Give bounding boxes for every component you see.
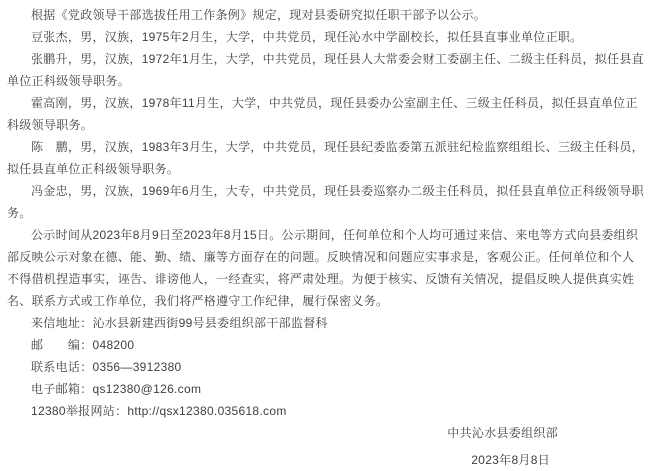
issuer-signature: 中共沁水县委组织部 xyxy=(447,426,558,440)
candidate-paragraph: 豆张杰，男，汉族，1975年2月生，大学，中共党员，现任沁水中学副校长，拟任县直事业单位正职。 xyxy=(31,30,583,44)
candidate-paragraph: 张鹏升，男，汉族，1972年1月生，大学，中共党员，现任县人大常委会财工委副主任、二级主任科员，拟任县直单位正科级领导职务。 xyxy=(7,52,644,88)
contact-website-line: 12380举报网站：http://qsx12380.035618.com xyxy=(31,404,287,418)
contact-phone-line: 联系电话：0356—3912380 xyxy=(31,360,182,374)
issue-date: 2023年8月8日 xyxy=(471,453,550,467)
notice-period-paragraph: 公示时间从2023年8月9日至2023年8月15日。公示期间，任何单位和个人均可通过来信、来电等方式向县委组织部反映公示对象在德、能、勤、绩、廉等方面存在的问题。反映情况和问题应实事求是，客观公正。任何单位和个人不得借机捏造事实，诬告、诽谤他人，一经查实，将严肃处理。为便于核实、反馈有关情况，提倡反映人提供真实姓名、联系方式或工作单位，我们将严格遵守工作纪律，履行保密义务。 xyxy=(7,228,639,308)
candidate-paragraph: 霍高刚，男，汉族，1978年11月生，大学，中共党员，现任县委办公室副主任、三级主任科员，拟任县直单位正科级领导职务。 xyxy=(7,96,638,132)
contact-email-line: 电子邮箱：qs12380@126.com xyxy=(31,382,202,396)
contact-postcode-line: 邮 编：048200 xyxy=(31,338,135,352)
intro-paragraph: 根据《党政领导干部选拔任用工作条例》规定，现对县委研究拟任职干部予以公示。 xyxy=(31,8,487,22)
candidate-paragraph: 陈 鹏，男，汉族，1983年3月生，大学，中共党员，现任县纪委监委第五派驻纪检监察组组长、三级主任科员，拟任县直单位正科级领导职务。 xyxy=(7,140,644,176)
contact-address-line: 来信地址：沁水县新建西街99号县委组织部干部监督科 xyxy=(31,316,328,330)
candidate-paragraph: 冯金忠，男，汉族，1969年6月生，大专，中共党员，现任县委巡察办二级主任科员，拟任县直单位正科级领导职务。 xyxy=(7,184,644,220)
